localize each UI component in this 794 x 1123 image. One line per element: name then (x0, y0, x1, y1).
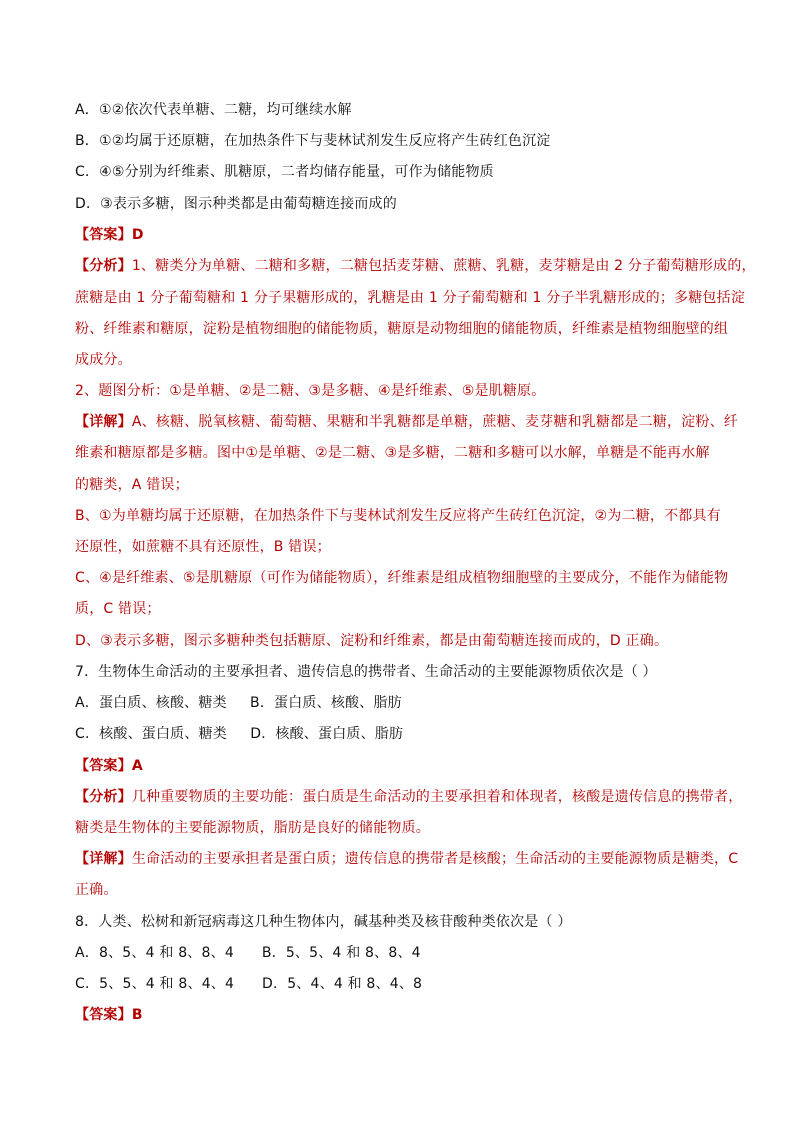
q6-option-a: A．①②依次代表单糖、二糖，均可继续水解 (75, 102, 352, 118)
q6-analysis-line-1 (75, 254, 756, 278)
q6-detail-line-4: B、①为单糖均属于还原糖，在加热条件下与斐林试剂发生反应将产生砖红色沉淀，②为二糖，不都具有 (75, 508, 721, 524)
q6-analysis-tag: 【分析】 (75, 258, 132, 274)
q6-detail-text-1: A、核糖、脱氧核糖、葡萄糖、果糖和半乳糖都是单糖，蔗糖、麦芽糖和乳糖都是二糖，淀粉、纤 (131, 414, 738, 430)
q7-detail-text-1: 生命活动的主要承担者是蛋白质；遗传信息的携带者是核酸；生命活动的主要能源物质是糖类，C (131, 851, 739, 867)
q7-answer-value: A (131, 758, 143, 774)
q7-answer-line (75, 754, 725, 778)
q8-answer-line (75, 1003, 725, 1027)
q7-analysis-line-2: 糖类是生物体的主要能源物质，脂肪是良好的储能物质。 (75, 820, 430, 836)
q6-answer-line (75, 223, 725, 247)
q6-detail-line-2: 维素和糖原都是多糖。图中①是单糖、②是二糖、③是多糖，二糖和多糖可以水解，单糖是不能再水解 (75, 445, 710, 461)
q6-detail-tag: 【详解】 (75, 414, 132, 430)
q8-answer-tag: 【答案】 (75, 1007, 132, 1023)
q7-answer-tag: 【答案】 (75, 758, 132, 774)
q6-analysis-line-4: 成成分。 (75, 352, 132, 368)
q7-detail-line-2: 正确。 (75, 882, 118, 898)
q6-analysis-text-1: 1、糖类分为单糖、二糖和多糖，二糖包括麦芽糖、蔗糖、乳糖，麦芽糖是由 2 分子葡萄糖形成的， (131, 258, 756, 274)
q7-analysis-tag: 【分析】 (75, 789, 132, 805)
q6-detail-line-5: 还原性，如蔗糖不具有还原性，B 错误； (75, 539, 331, 555)
q6-answer-value: D (131, 227, 144, 243)
q6-option-b: B．①②均属于还原糖，在加热条件下与斐林试剂发生反应将产生砖红色沉淀 (75, 133, 551, 149)
q6-detail-line-8: D、③表示多糖，图示多糖种类包括糖原、淀粉和纤维素，都是由葡萄糖连接而成的，D 正确。 (75, 633, 669, 649)
q6-detail-line-6: C、④是纤维素、⑤是肌糖原（可作为储能物质），纤维素是组成植物细胞壁的主要成分，不能作为储能物 (75, 570, 729, 586)
q7-options-row-2: C．核酸、蛋白质、糖类 D．核酸、蛋白质、脂肪 (75, 726, 404, 742)
q6-detail-line-7: 质，C 错误； (75, 601, 161, 617)
q8-options-row-1: A．8、5、4 和 8、8、4 B．5、5、4 和 8、8、4 (75, 945, 421, 961)
q7-analysis-line-1 (75, 785, 743, 809)
q7-options-row-1: A．蛋白质、核酸、糖类 B．蛋白质、核酸、脂肪 (75, 695, 402, 711)
q6-option-d: D．③表示多糖，图示种类都是由葡萄糖连接而成的 (75, 196, 397, 212)
q6-analysis-line-3: 粉、纤维素和糖原，淀粉是植物细胞的储能物质，糖原是动物细胞的储能物质，纤维素是植物细胞壁的组 (75, 321, 729, 337)
q6-analysis-line-5: 2、题图分析：①是单糖、②是二糖、③是多糖、④是纤维素、⑤是肌糖原。 (75, 383, 546, 399)
q7-detail-tag: 【详解】 (75, 851, 132, 867)
q6-detail-line-1 (75, 410, 738, 434)
q7-stem: 7．生物体生命活动的主要承担者、遗传信息的携带者、生命活动的主要能源物质依次是（ ） (75, 664, 657, 680)
q6-detail-line-3: 的糖类，A 错误； (75, 477, 189, 493)
q6-answer-tag: 【答案】 (75, 227, 132, 243)
q8-answer-value: B (131, 1007, 143, 1023)
q7-detail-line-1 (75, 847, 739, 871)
q8-options-row-2: C．5、5、4 和 8、4、4 D．5、4、4 和 8、4、8 (75, 976, 423, 992)
q7-analysis-text-1: 几种重要物质的主要功能：蛋白质是生命活动的主要承担着和体现者，核酸是遗传信息的携带者， (131, 789, 743, 805)
q8-stem: 8．人类、松树和新冠病毒这几种生物体内，碱基种类及核苷酸种类依次是（ ） (75, 914, 572, 930)
q6-option-c: C．④⑤分别为纤维素、肌糖原，二者均储存能量，可作为储能物质 (75, 164, 494, 180)
q6-analysis-line-2: 蔗糖是由 1 分子葡萄糖和 1 分子果糖形成的，乳糖是由 1 分子葡萄糖和 1 分子半乳糖形成的；多糖包括淀 (75, 290, 746, 306)
